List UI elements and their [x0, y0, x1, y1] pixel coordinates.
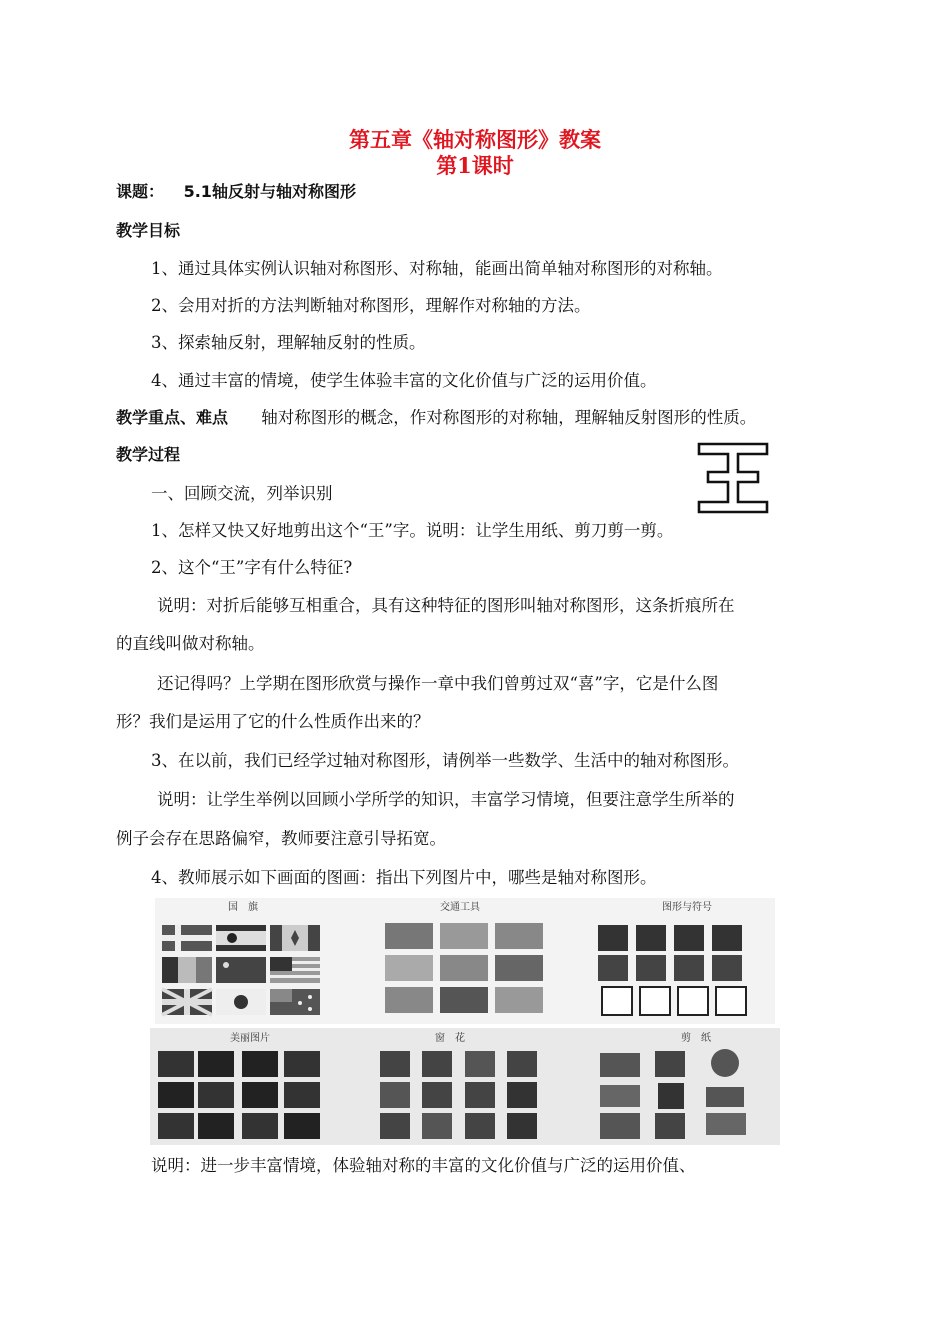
- process-line: 说明：对折后能够互相重合，具有这种特征的图形叫轴对称图形，这条折痕所在: [157, 596, 735, 615]
- goals-heading: 教学目标: [116, 221, 181, 240]
- wang-character-figure: [696, 441, 770, 515]
- process-line: 1、怎样又快又好地剪出这个“王”字。说明：让学生用纸、剪刀剪一剪。: [151, 521, 674, 540]
- title-line-2: 第1课时: [436, 153, 514, 178]
- paper-cutting-panel: [600, 1049, 746, 1139]
- goal-item: 3、探索轴反射，理解轴反射的性质。: [151, 333, 426, 352]
- process-line: 例子会存在思路偏窄，教师要注意引导拓宽。: [116, 829, 446, 848]
- goal-item: 1、通过具体实例认识轴对称图形、对称轴，能画出简单轴对称图形的对称轴。: [151, 259, 723, 278]
- process-line: 4、教师展示如下画面的图画：指出下列图片中，哪些是轴对称图形。: [151, 868, 657, 887]
- process-line: 一、回顾交流，列举识别: [151, 484, 333, 503]
- process-line: 形？我们是运用了它的什么性质作出来的？: [116, 712, 430, 731]
- panel-label: 美丽图片: [230, 1033, 270, 1044]
- process-heading: 教学过程: [116, 445, 181, 464]
- panel-label: 交通工具: [440, 902, 480, 913]
- lesson-topic: [116, 179, 356, 202]
- panel-label: 窗 花: [435, 1033, 465, 1044]
- process-line: 还记得吗？上学期在图形欣赏与操作一章中我们曾剪过双“喜”字，它是什么图: [157, 674, 719, 693]
- panel-label: 剪 纸: [681, 1033, 711, 1044]
- symmetry-pictures-figure: [150, 895, 780, 1145]
- process-line: 2、这个“王”字有什么特征?: [151, 558, 353, 577]
- focus-row: [116, 404, 756, 428]
- process-line: 的直线叫做对称轴。: [116, 634, 265, 653]
- focus-label: 教学重点、难点: [116, 408, 229, 427]
- panel-label: 图形与符号: [662, 902, 712, 913]
- focus-text: 轴对称图形的概念，作对称图形的对称轴，理解轴反射图形的性质。: [261, 408, 757, 427]
- title-line-1: 第五章《轴对称图形》教案: [349, 127, 601, 152]
- transport-panel: [385, 923, 543, 1013]
- process-line: 说明：进一步丰富情境，体验轴对称的丰富的文化价值与广泛的运用价值、: [151, 1156, 696, 1175]
- flags-panel: [162, 925, 320, 1015]
- process-line: 3、在以前，我们已经学过轴对称图形，请例举一些数学、生活中的轴对称图形。: [151, 751, 739, 770]
- goal-item: 2、会用对折的方法判断轴对称图形，理解作对称轴的方法。: [151, 296, 591, 315]
- process-line: 说明：让学生举例以回顾小学所学的知识，丰富学习情境，但要注意学生所举的: [157, 790, 735, 809]
- lesson-label: 课题：: [116, 182, 165, 201]
- lesson-topic-text: 5.1轴反射与轴对称图形: [183, 182, 356, 201]
- goal-item: 4、通过丰富的情境，使学生体验丰富的文化价值与广泛的运用价值。: [151, 371, 657, 390]
- panel-label: 国 旗: [228, 902, 258, 913]
